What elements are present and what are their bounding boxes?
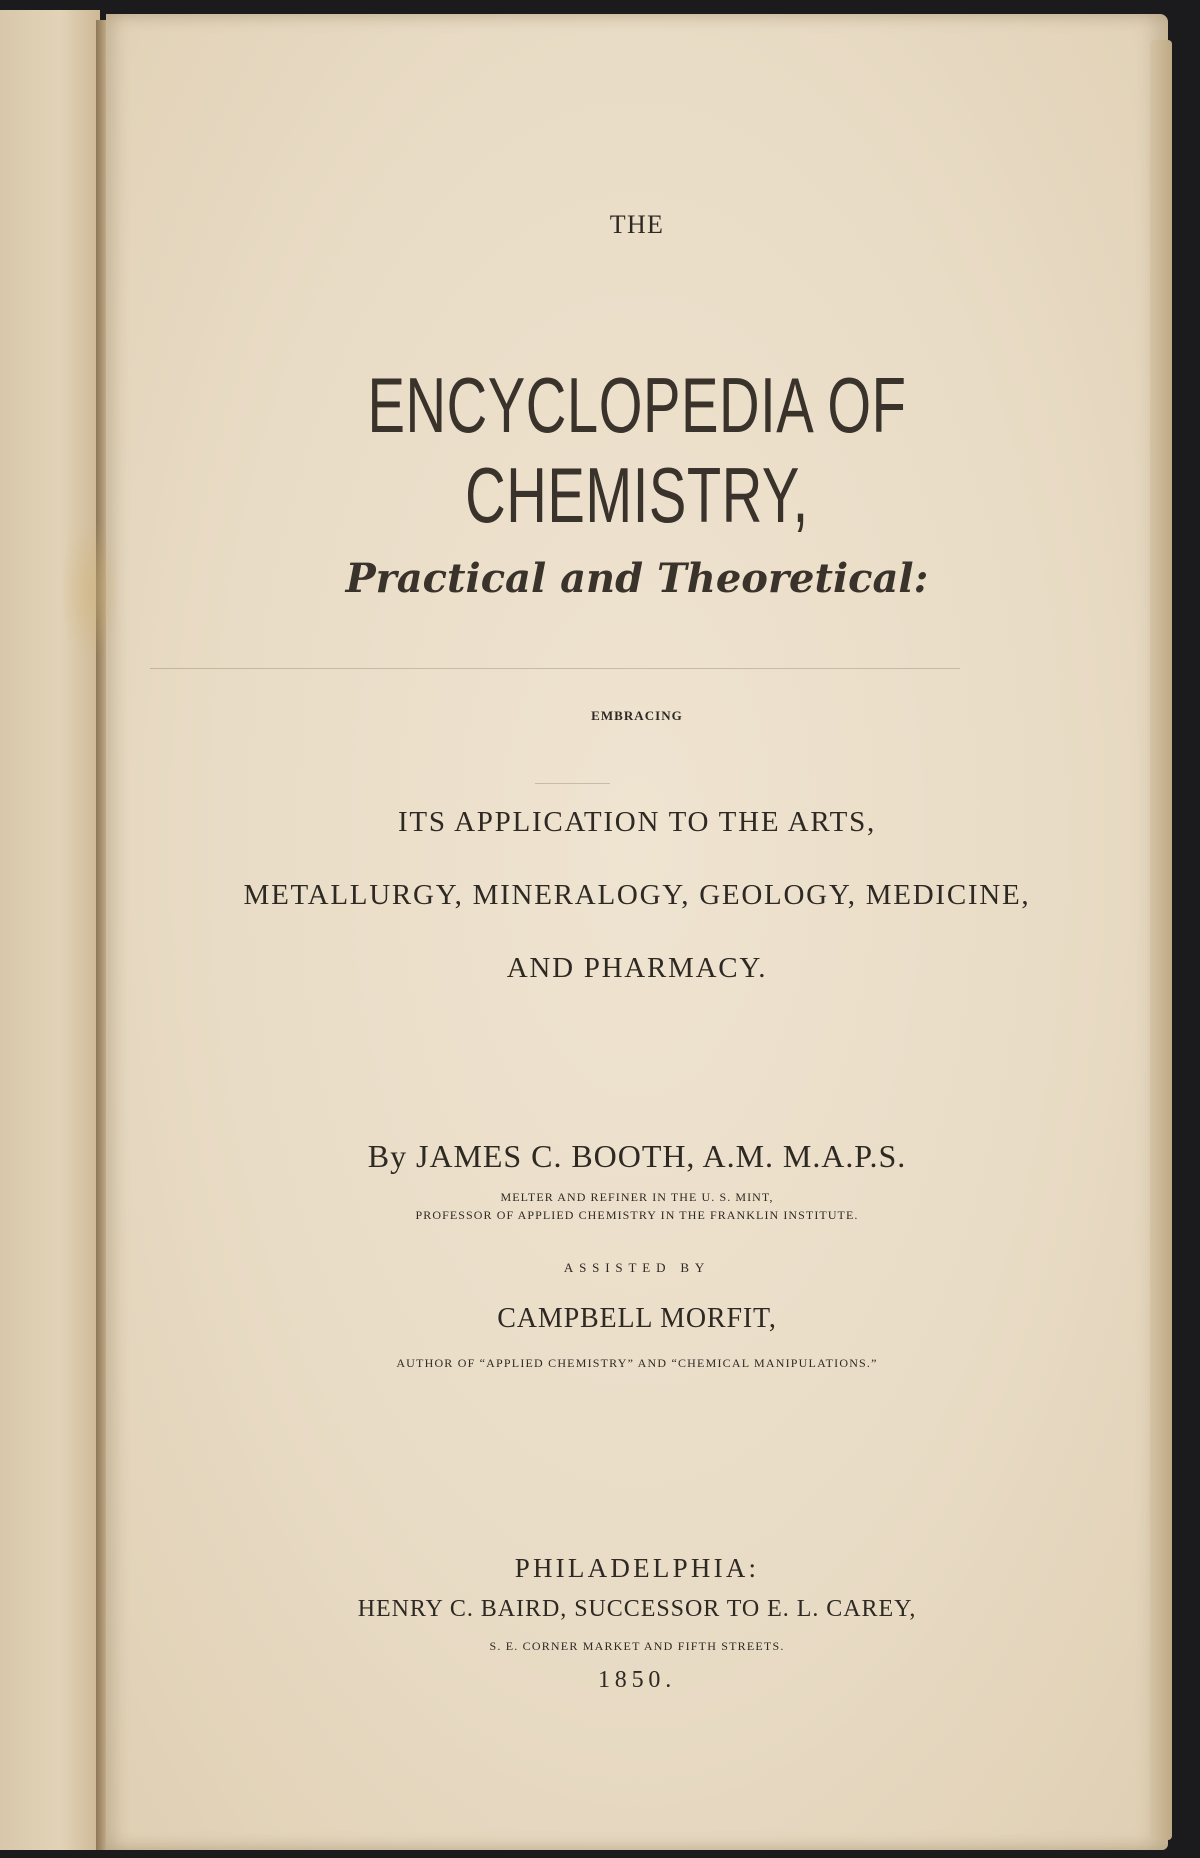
embracing-label: EMBRACING (591, 708, 683, 723)
subtitle: Practical and Theoretical: (345, 555, 929, 602)
scope-line-1: ITS APPLICATION TO THE ARTS, (397, 806, 876, 838)
publication-year: 1850. (598, 1667, 676, 1693)
assisted-by: ASSISTED BY (563, 1260, 711, 1275)
title-block (106, 360, 1168, 539)
publisher: HENRY C. BAIRD, SUCCESSOR TO E. L. CAREY, (357, 1596, 917, 1622)
author-credit-1: MELTER AND REFINER IN THE U. S. MINT, (500, 1190, 774, 1204)
author-name: JAMES C. BOOTH, A.M. M.A.P.S. (416, 1138, 907, 1174)
divider-rule (150, 668, 960, 669)
assistant-credit: AUTHOR OF “APPLIED CHEMISTRY” AND “CHEMICAL MANIPULATIONS.” (396, 1356, 878, 1370)
scope-line-3: AND PHARMACY. (506, 952, 768, 984)
author-credit-2: PROFESSOR OF APPLIED CHEMISTRY IN THE FRANKLIN INSTITUTE. (415, 1208, 859, 1222)
short-rule (535, 783, 610, 784)
facing-page (0, 10, 100, 1850)
main-title: ENCYCLOPEDIA OF CHEMISTRY, (367, 361, 907, 539)
title-the: THE (609, 210, 665, 239)
scope-line-2: METALLURGY, MINERALOGY, GEOLOGY, MEDICINE, (243, 879, 1031, 911)
author-line (106, 1138, 1168, 1175)
publisher-address: S. E. CORNER MARKET AND FIFTH STREETS. (489, 1639, 785, 1653)
publication-city: PHILADELPHIA: (514, 1553, 760, 1583)
assistant-name: CAMPBELL MORFIT, (497, 1303, 777, 1334)
author-by: By (367, 1138, 408, 1174)
